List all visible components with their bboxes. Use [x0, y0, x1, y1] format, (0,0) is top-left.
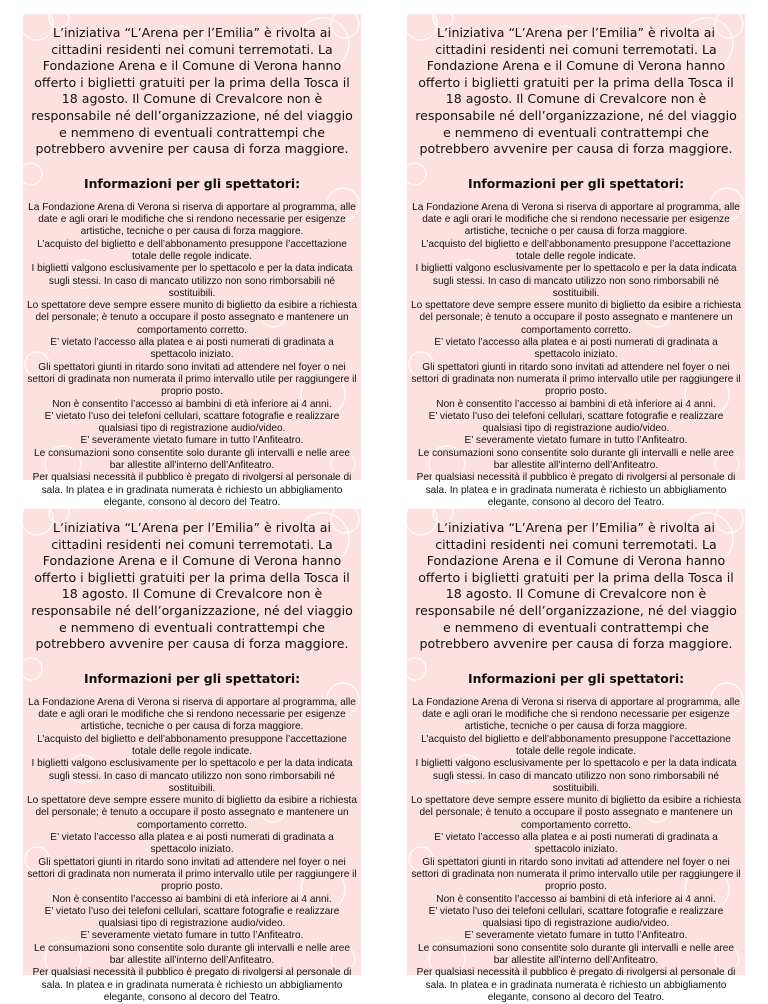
rule-item: La Fondazione Arena di Verona si riserva di apportare al programma, alle date e agli orari le modifiche che si rendono necessarie per esigenze artistiche, tecniche o per causa di forza maggiore.	[412, 696, 740, 733]
rule-item: L’acquisto del biglietto e dell’abbonamento presuppone l’accettazione totale delle regole indicate.	[421, 733, 731, 757]
rule-item: La Fondazione Arena di Verona si riserva di apportare al programma, alle date e agli orari le modifiche che si rendono necessarie per esigenze artistiche, tecniche o per causa di forza maggiore.	[412, 201, 740, 238]
rule-item: Per qualsiasi necessità il pubblico è pregato di rivolgersi al personale di sala. In platea e in gradinata numerata è richiesto un abbigliamento elegante, consono al decoro del Teatro.	[32, 472, 352, 508]
rule-item: Per qualsiasi necessità il pubblico è pregato di rivolgersi al personale di sala. In platea e in gradinata numerata è richiesto un abbigliamento elegante, consono al decoro del Teatro.	[416, 967, 736, 1003]
rule-item: Non è consentito l’accesso ai bambini di età inferiore ai 4 anni.	[436, 893, 716, 905]
rule-item: E’ vietato l’uso dei telefoni cellulari, scattare fotografie e realizzare qualsiasi tipo di registrazione audio/video.	[44, 905, 340, 930]
intro-text: L’iniziativa “L’Arena per l’Emilia” è rivolta ai cittadini residenti nei comuni terremotati. La Fondazione Arena e il Comune di Verona hanno offerto i biglietti gratuiti per la prima della Tosca il 18 agosto. Il Comune di Crevalcore non è responsabile né dell’organizzazione, né del viaggio e nemmeno di eventuali contrattempi che potrebbero avvenire per causa di forza maggiore.	[415, 520, 737, 652]
rules-list	[411, 202, 741, 509]
rule-item: E’ vietato l’uso dei telefoni cellulari, scattare fotografie e realizzare qualsiasi tipo di registrazione audio/video.	[428, 905, 724, 930]
section-heading: Informazioni per gli spettatori:	[83, 670, 301, 686]
rule-item: Per qualsiasi necessità il pubblico è pregato di rivolgersi al personale di sala. In platea e in gradinata numerata è richiesto un abbigliamento elegante, consono al decoro del Teatro.	[32, 967, 352, 1003]
rule-item: La Fondazione Arena di Verona si riserva di apportare al programma, alle date e agli orari le modifiche che si rendono necessarie per esigenze artistiche, tecniche o per causa di forza maggiore.	[28, 696, 356, 733]
rule-item: Lo spettatore deve sempre essere munito di biglietto da esibire a richiesta del personale; è tenuto a occupare il posto assegnato e mantenere un comportamento corretto.	[411, 300, 741, 336]
rule-item: E’ vietato l’uso dei telefoni cellulari, scattare fotografie e realizzare qualsiasi tipo di registrazione audio/video.	[428, 410, 724, 435]
rule-item: Le consumazioni sono consentite solo durante gli intervalli e nelle aree bar allestite all’interno dell’Anfiteatro.	[34, 447, 350, 471]
rules-list	[27, 697, 357, 1004]
rule-item: Non è consentito l’accesso ai bambini di età inferiore ai 4 anni.	[436, 398, 716, 410]
rule-item: E’ vietato l’accesso alla platea e ai posti numerati di gradinata a spettacolo iniziato.	[50, 337, 334, 361]
rule-item: Non è consentito l’accesso ai bambini di età inferiore ai 4 anni.	[52, 398, 332, 410]
rule-item: I biglietti valgono esclusivamente per lo spettacolo e per la data indicata sugli stessi. In caso di mancato utilizzo non sono rimborsabili né sostituibili.	[31, 758, 353, 794]
rule-item: I biglietti valgono esclusivamente per lo spettacolo e per la data indicata sugli stessi. In caso di mancato utilizzo non sono rimborsabili né sostituibili.	[415, 758, 737, 794]
rule-item: E’ vietato l’uso dei telefoni cellulari, scattare fotografie e realizzare qualsiasi tipo di registrazione audio/video.	[44, 410, 340, 435]
rule-item: E’ severamente vietato fumare in tutto l’Anfiteatro.	[80, 930, 304, 942]
flyer-card	[23, 14, 361, 508]
rules-list	[27, 202, 357, 509]
flyer-card	[407, 14, 745, 508]
rule-item: La Fondazione Arena di Verona si riserva di apportare al programma, alle date e agli orari le modifiche che si rendono necessarie per esigenze artistiche, tecniche o per causa di forza maggiore.	[28, 201, 356, 238]
section-heading: Informazioni per gli spettatori:	[467, 670, 685, 686]
rule-item: L’acquisto del biglietto e dell’abbonamento presuppone l’accettazione totale delle regole indicate.	[421, 238, 731, 262]
rule-item: E’ vietato l’accesso alla platea e ai posti numerati di gradinata a spettacolo iniziato.	[50, 832, 334, 856]
section-heading: Informazioni per gli spettatori:	[83, 175, 301, 191]
rule-item: Gli spettatori giunti in ritardo sono invitati ad attendere nel foyer o nei settori di gradinata non numerata il primo intervallo utile per raggiungere il proprio posto.	[27, 361, 357, 398]
rule-item: Gli spettatori giunti in ritardo sono invitati ad attendere nel foyer o nei settori di gradinata non numerata il primo intervallo utile per raggiungere il proprio posto.	[411, 856, 741, 893]
flyer-card	[23, 509, 361, 1003]
rule-item: E’ vietato l’accesso alla platea e ai posti numerati di gradinata a spettacolo iniziato.	[434, 832, 718, 856]
rule-item: Gli spettatori giunti in ritardo sono invitati ad attendere nel foyer o nei settori di gradinata non numerata il primo intervallo utile per raggiungere il proprio posto.	[411, 361, 741, 398]
rule-item: E’ severamente vietato fumare in tutto l’Anfiteatro.	[464, 435, 688, 447]
rules-list	[411, 697, 741, 1004]
rule-item: I biglietti valgono esclusivamente per lo spettacolo e per la data indicata sugli stessi. In caso di mancato utilizzo non sono rimborsabili né sostituibili.	[415, 263, 737, 299]
rule-item: Le consumazioni sono consentite solo durante gli intervalli e nelle aree bar allestite all’interno dell’Anfiteatro.	[34, 942, 350, 966]
rule-item: E’ severamente vietato fumare in tutto l’Anfiteatro.	[464, 930, 688, 942]
rule-item: Le consumazioni sono consentite solo durante gli intervalli e nelle aree bar allestite all’interno dell’Anfiteatro.	[418, 447, 734, 471]
rule-item: I biglietti valgono esclusivamente per lo spettacolo e per la data indicata sugli stessi. In caso di mancato utilizzo non sono rimborsabili né sostituibili.	[31, 263, 353, 299]
flyer-card	[407, 509, 745, 1003]
rule-item: Gli spettatori giunti in ritardo sono invitati ad attendere nel foyer o nei settori di gradinata non numerata il primo intervallo utile per raggiungere il proprio posto.	[27, 856, 357, 893]
section-heading: Informazioni per gli spettatori:	[467, 175, 685, 191]
rule-item: E’ vietato l’accesso alla platea e ai posti numerati di gradinata a spettacolo iniziato.	[434, 337, 718, 361]
rule-item: L’acquisto del biglietto e dell’abbonamento presuppone l’accettazione totale delle regole indicate.	[37, 238, 347, 262]
rule-item: Non è consentito l’accesso ai bambini di età inferiore ai 4 anni.	[52, 893, 332, 905]
intro-text: L’iniziativa “L’Arena per l’Emilia” è rivolta ai cittadini residenti nei comuni terremotati. La Fondazione Arena e il Comune di Verona hanno offerto i biglietti gratuiti per la prima della Tosca il 18 agosto. Il Comune di Crevalcore non è responsabile né dell’organizzazione, né del viaggio e nemmeno di eventuali contrattempi che potrebbero avvenire per causa di forza maggiore.	[415, 25, 737, 157]
rule-item: Lo spettatore deve sempre essere munito di biglietto da esibire a richiesta del personale; è tenuto a occupare il posto assegnato e mantenere un comportamento corretto.	[411, 795, 741, 831]
rule-item: Lo spettatore deve sempre essere munito di biglietto da esibire a richiesta del personale; è tenuto a occupare il posto assegnato e mantenere un comportamento corretto.	[27, 795, 357, 831]
rule-item: E’ severamente vietato fumare in tutto l’Anfiteatro.	[80, 435, 304, 447]
rule-item: Le consumazioni sono consentite solo durante gli intervalli e nelle aree bar allestite all’interno dell’Anfiteatro.	[418, 942, 734, 966]
intro-text: L’iniziativa “L’Arena per l’Emilia” è rivolta ai cittadini residenti nei comuni terremotati. La Fondazione Arena e il Comune di Verona hanno offerto i biglietti gratuiti per la prima della Tosca il 18 agosto. Il Comune di Crevalcore non è responsabile né dell’organizzazione, né del viaggio e nemmeno di eventuali contrattempi che potrebbero avvenire per causa di forza maggiore.	[31, 520, 353, 652]
intro-text: L’iniziativa “L’Arena per l’Emilia” è rivolta ai cittadini residenti nei comuni terremotati. La Fondazione Arena e il Comune di Verona hanno offerto i biglietti gratuiti per la prima della Tosca il 18 agosto. Il Comune di Crevalcore non è responsabile né dell’organizzazione, né del viaggio e nemmeno di eventuali contrattempi che potrebbero avvenire per causa di forza maggiore.	[31, 25, 353, 157]
rule-item: L’acquisto del biglietto e dell’abbonamento presuppone l’accettazione totale delle regole indicate.	[37, 733, 347, 757]
rule-item: Per qualsiasi necessità il pubblico è pregato di rivolgersi al personale di sala. In platea e in gradinata numerata è richiesto un abbigliamento elegante, consono al decoro del Teatro.	[416, 472, 736, 508]
rule-item: Lo spettatore deve sempre essere munito di biglietto da esibire a richiesta del personale; è tenuto a occupare il posto assegnato e mantenere un comportamento corretto.	[27, 300, 357, 336]
